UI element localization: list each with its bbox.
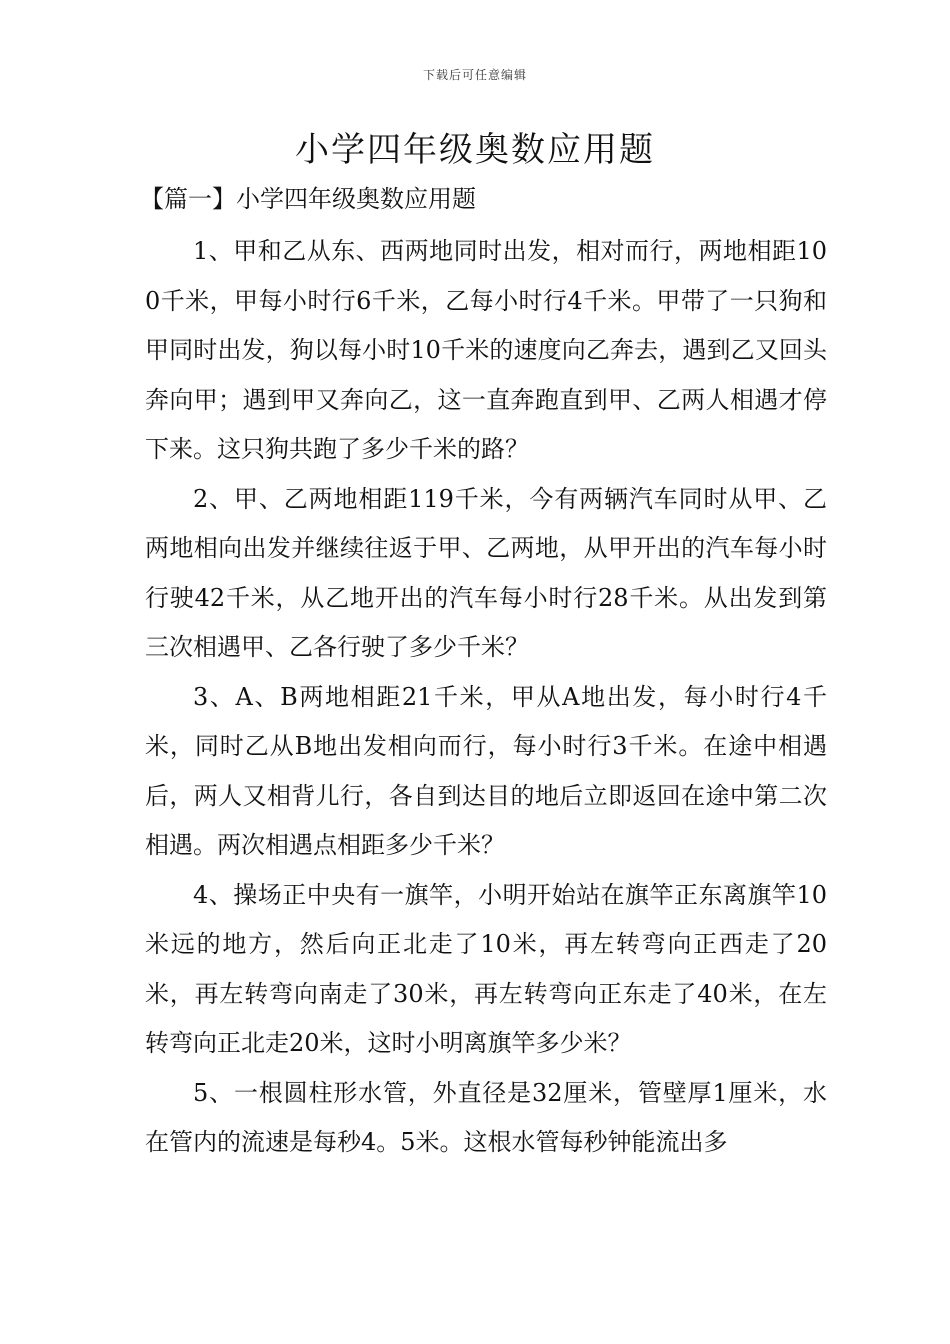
document-body [145, 227, 827, 1168]
page-title: 小学四年级奥数应用题 [295, 130, 655, 170]
problem-2: 2、甲、乙两地相距119千米，今有两辆汽车同时从甲、乙两地相向出发并继续往返于甲、乙两地，从甲开出的汽车每小时行驶42千米，从乙地开出的汽车每小时行28千米。从出发到第三次相遇甲、乙各行驶了多少千米？ [145, 484, 827, 661]
problem-3: 3、A、B两地相距21千米，甲从A地出发，每小时行4千米，同时乙从B地出发相向而行，每小时行3千米。在途中相遇后，两人又相背儿行，各自到达目的地后立即返回在途中第二次相遇。两次相遇点相距多少千米？ [145, 682, 827, 859]
header-note: 下载后可任意编辑 [422, 68, 527, 82]
problem-5: 5、一根圆柱形水管，外直径是32厘米，管壁厚1厘米，水在管内的流速是每秒4。5米。这根水管每秒钟能流出多 [145, 1078, 827, 1156]
problem-4: 4、操场正中央有一旗竿，小明开始站在旗竿正东离旗竿10米远的地方，然后向正北走了10米，再左转弯向正西走了20米，再左转弯向南走了30米，再左转弯向正东走了40米，在左转弯向正北走20米，这时小明离旗竿多少米？ [145, 880, 827, 1057]
section-heading: 【篇一】小学四年级奥数应用题 [140, 185, 476, 213]
problem-1: 1、甲和乙从东、西两地同时出发，相对而行，两地相距100千米，甲每小时行6千米，乙每小时行4千米。甲带了一只狗和甲同时出发，狗以每小时10千米的速度向乙奔去，遇到乙又回头奔向甲；遇到甲又奔向乙，这一直奔跑直到甲、乙两人相遇才停下来。这只狗共跑了多少千米的路？ [145, 237, 827, 463]
